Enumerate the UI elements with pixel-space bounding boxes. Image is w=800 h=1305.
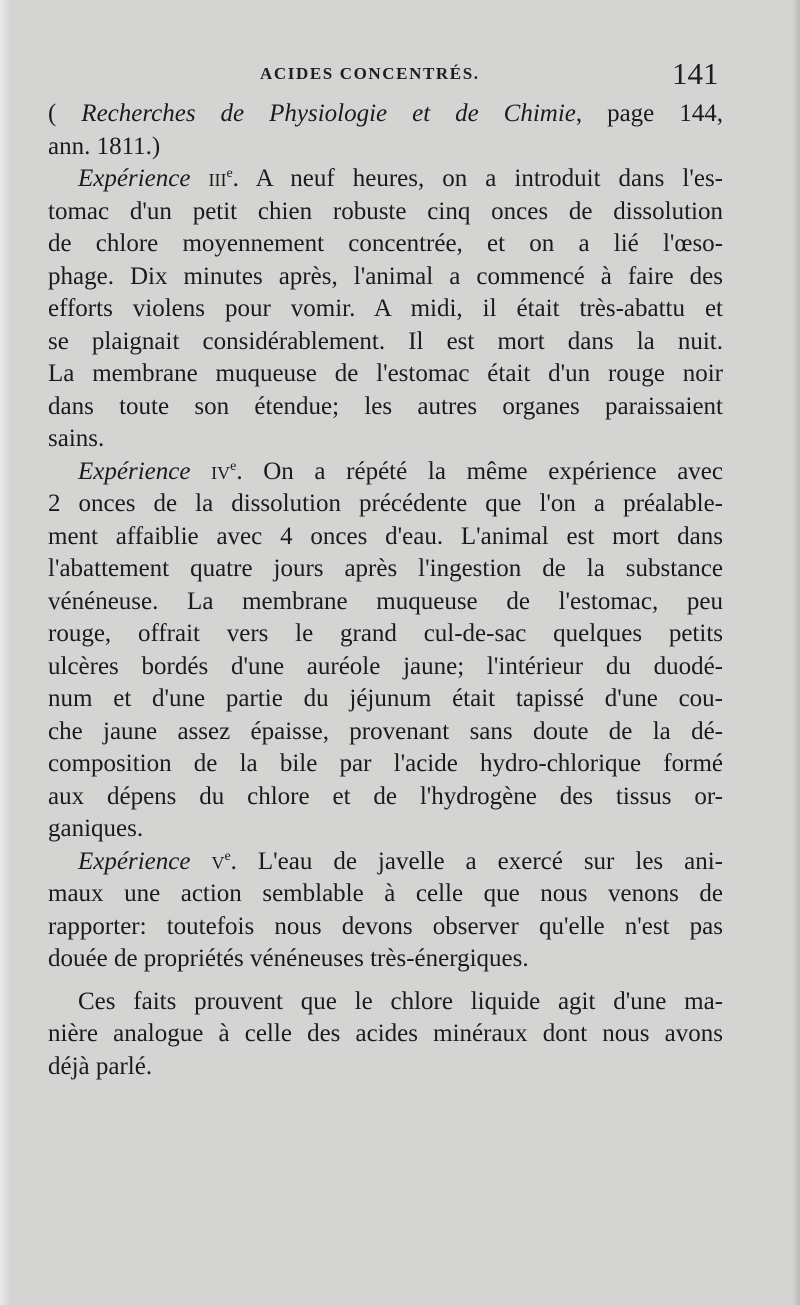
exp3-line: phage. Dix minutes après, l'animal a commencé à faire des bbox=[48, 262, 723, 290]
exp4-label: Expérience bbox=[78, 457, 191, 485]
exp3-numeral: iii bbox=[208, 165, 227, 192]
exp3-line: efforts violens pour vomir. A midi, il était très-abattu et bbox=[48, 295, 723, 322]
conclusion-line: déjà parlé. bbox=[48, 1052, 153, 1080]
exp4-line: rouge, offrait vers le grand cul-de-sac quelques petits bbox=[48, 620, 723, 647]
exp3-line: tomac d'un petit chien robuste cinq onces de dissolution bbox=[48, 197, 723, 225]
exp4-line: ment affaiblie avec 4 onces d'eau. L'animal est mort dans bbox=[48, 522, 723, 550]
exp4-line: num et d'une partie du jéjunum était tapissé d'une cou- bbox=[48, 685, 723, 712]
exp3-first-line: Expérience iii$^e$. A neuf heures, on a introduit dans l'es- bbox=[78, 165, 724, 192]
exp5-first-line: Expérience $v^e$. L'eau de javelle a exercé sur les ani- bbox=[78, 847, 723, 875]
page-number: 141 bbox=[672, 56, 719, 91]
page-left-edge bbox=[0, 0, 10, 1305]
exp5-line: douée de propriétés vénéneuses très-énergiques. bbox=[48, 945, 529, 972]
exp5-line: maux une action semblable à celle que nous venons de bbox=[48, 880, 723, 907]
page-right-edge bbox=[792, 0, 800, 1305]
exp4-line: vénéneuse. La membrane muqueuse de l'estomac, peu bbox=[48, 587, 723, 615]
exp3-line: de chlore moyennement concentrée, et on a lié l'œso- bbox=[48, 230, 723, 257]
exp4-first-line: Expérience $iv^e$. On a répété la même expérience avec bbox=[78, 457, 723, 485]
exp3-label: Expérience bbox=[78, 165, 191, 192]
citation-line-1: ( Recherches de Physiologie et de Chimie, page 144, bbox=[48, 100, 723, 127]
exp4-line: ulcères bordés d'une auréole jaune; l'intérieur du duodé- bbox=[48, 652, 723, 680]
exp4-line: aux dépens du chlore et de l'hydrogène des tissus or- bbox=[48, 782, 723, 810]
exp4-line: che jaune assez épaisse, provenant sans doute de la dé- bbox=[48, 717, 723, 745]
exp4-line: composition de la bile par l'acide hydro-chlorique formé bbox=[48, 750, 723, 777]
exp3-line: La membrane muqueuse de l'estomac était d'un rouge noir bbox=[48, 360, 723, 387]
exp4-line: 2 onces de la dissolution précédente que l'on a préalable- bbox=[48, 490, 723, 517]
exp3-line: se plaignait considérablement. Il est mort dans la nuit. bbox=[48, 327, 723, 355]
citation-line-2: ann. 1811.) bbox=[48, 132, 161, 160]
paragraph-gap bbox=[48, 976, 723, 986]
exp5-line: rapporter: toutefois nous devons observer qu'elle n'est pas bbox=[48, 912, 723, 940]
citation-title: Recherches de Physiologie et de Chimie bbox=[81, 100, 576, 127]
conclusion-line: Ces faits prouvent que le chlore liquide agit d'une ma- bbox=[78, 987, 723, 1015]
body-text bbox=[48, 98, 723, 1083]
exp4-line: ganiques. bbox=[48, 815, 144, 842]
exp3-line: dans toute son étendue; les autres organes paraissaient bbox=[48, 392, 723, 420]
exp5-label: Expérience bbox=[78, 847, 191, 875]
running-title: ACIDES CONCENTRÉS. bbox=[260, 64, 480, 83]
exp5-numeral: v bbox=[211, 847, 225, 875]
exp3-line: sains. bbox=[48, 425, 105, 452]
exp4-line: l'abattement quatre jours après l'ingestion de la substance bbox=[48, 555, 723, 582]
conclusion-line: nière analogue à celle des acides minéraux dont nous avons bbox=[48, 1020, 723, 1047]
exp4-numeral: iv bbox=[211, 457, 231, 485]
